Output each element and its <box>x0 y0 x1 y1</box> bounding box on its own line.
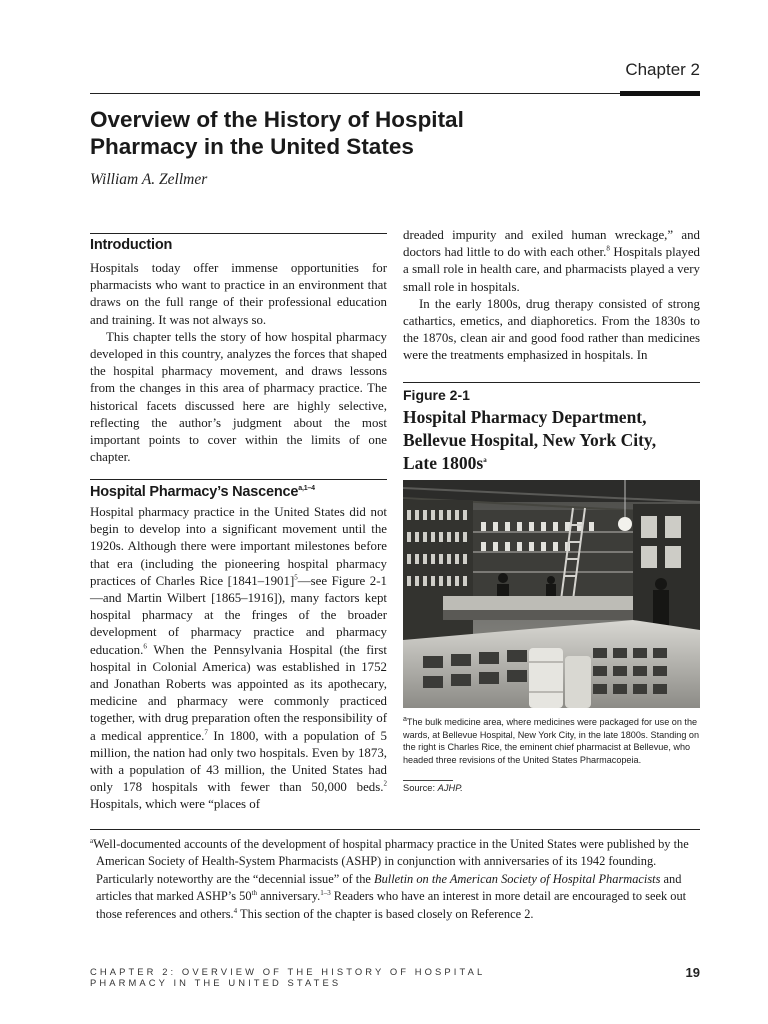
author-name: William A. Zellmer <box>90 171 208 188</box>
nascence-heading <box>90 484 387 500</box>
introduction-rule <box>90 233 387 234</box>
nascence-body <box>90 504 387 814</box>
nascence-rule <box>90 479 387 480</box>
figure-label: Figure 2-1 <box>403 387 470 403</box>
nascence-text-e: Hospitals, which were “places of <box>90 797 261 812</box>
footnote-rule <box>90 829 700 830</box>
continued-ref-8: 8 <box>606 244 610 253</box>
source-rule <box>403 780 453 781</box>
running-head <box>90 966 610 988</box>
top-rule-accent <box>620 91 700 96</box>
continued-text-b: Hospitals played a small role in health care, and pharmacists played a very small role in hospitals. <box>403 245 700 294</box>
introduction-paragraph-2: This chapter tells the story of how hospital pharmacy developed in this country, analyzes the forces that shaped the hospital pharmacy movement, and draws lessons from the changes in this area of pharmacy practice. The historical facets discussed here are highly selective, reflecting the author’s judgment about the most important points to cover within the limits of one chapter. <box>90 329 387 465</box>
right-column-body <box>403 227 700 365</box>
figure-title <box>403 406 700 475</box>
figure-rule <box>403 382 700 383</box>
continued-paragraph-2: In the early 1800s, drug therapy consisted of strong cathartics, emetics, and diaphoretics. From the 1830s to the 1870s, clean air and good food rather than medicines were the treatments emphasized in hospitals. In <box>403 296 700 363</box>
nascence-ref-5: 5 <box>294 573 298 582</box>
nascence-text-a: Hospital pharmacy practice in the United States did not begin to develop into a significant movement until the 1920s. Although there were important milestones before that era (including the pioneering hospital pharmacy practices of Charles Rice [1841–1901] <box>90 505 387 588</box>
figure-source <box>403 783 463 793</box>
running-head-line-2: PHARMACY IN THE UNITED STATES <box>90 977 342 988</box>
continued-paragraph-1 <box>403 227 700 296</box>
figure-title-line-2: Bellevue Hospital, New York City, <box>403 430 657 450</box>
caption-note-marker: a <box>403 715 407 723</box>
footnote-journal-title: Bulletin on the American Society of Hospital Pharmacists <box>374 871 661 886</box>
pharmacy-photo <box>403 480 700 708</box>
source-value: AJHP. <box>437 783 463 793</box>
page-number: 19 <box>685 965 700 980</box>
figure-title-line-3-text: Late 1800s <box>403 453 484 473</box>
nascence-heading-text: Hospital Pharmacy’s Nascence <box>90 484 299 500</box>
nascence-heading-refs: a,1–4 <box>298 485 315 493</box>
nascence-ref-2: 2 <box>383 779 387 788</box>
nascence-ref-7: 7 <box>204 728 208 737</box>
footnote <box>90 836 700 923</box>
introduction-paragraph-1: Hospitals today offer immense opportunities for pharmacists who want to practice in an environment that draws on the full range of their professional education and training. It was not always so. <box>90 261 387 327</box>
footnote-text-e: This section of the chapter is based closely on Reference 2. <box>237 906 534 921</box>
nascence-ref-6: 6 <box>143 642 147 651</box>
footnote-ref-4: 4 <box>233 906 238 915</box>
figure-title-line-1: Hospital Pharmacy Department, <box>403 407 647 427</box>
chapter-label: Chapter 2 <box>625 60 700 79</box>
introduction-heading: Introduction <box>90 237 173 253</box>
continued-text-a: dreaded impurity and exiled human wreckage,” and doctors had little to do with each other. <box>403 228 700 260</box>
nascence-text-c: When the Pennsylvania Hospital (the first hospital in Colonial America) was established in 1752 and Jonathan Roberts was appointed as its apothecary, medicine and pharmacy were commonly practiced together, with drug preparation often the responsibility of a medical apprentice. <box>90 642 387 743</box>
footnote-refs-1-3: 1–3 <box>320 889 331 898</box>
introduction-body <box>90 260 387 466</box>
source-label: Source: <box>403 783 438 793</box>
title-line-2: Pharmacy in the United States <box>90 134 414 159</box>
running-head-line-1: CHAPTER 2: OVERVIEW OF THE HISTORY OF HOSPITAL <box>90 966 486 977</box>
nascence-text-d: In 1800, with a population of 5 million, the nation had only two hospitals. Even by 1873, with a population of 43 million, the United States had only 178 hospitals with fewer than 50,000 beds. <box>90 728 387 795</box>
figure-title-note-marker: a <box>483 456 487 465</box>
footnote-text-a: Well-documented accounts of the development of hospital pharmacy practice in the United States were published by the American Society of Health-System Pharmacists (ASHP) in conjunction with anniversaries of its 1942 founding. Particularly noteworthy are the “decennial issue” of the <box>93 837 689 886</box>
footnote-text-b: and articles that marked ASHP’s 50 <box>96 871 682 904</box>
footnote-text-c: anniversary. <box>257 889 321 904</box>
page-title <box>90 106 610 160</box>
footnote-text-d: Readers who have an interest in more detail are encouraged to seek out those references and others. <box>96 889 687 921</box>
nascence-text-b: —see Figure 2-1—and Martin Wilbert [1865–1916]), many factors kept hospital pharmacy at the fringes of the broader development of pharmacy practice and pharmacy education. <box>90 573 387 657</box>
footnote-sup-th: th <box>251 889 258 898</box>
footnote-marker: a <box>90 836 94 845</box>
figure-title-line-3 <box>403 452 700 475</box>
figure-caption <box>403 716 700 766</box>
top-rule <box>90 93 700 94</box>
nascence-paragraph-1 <box>90 504 387 814</box>
caption-text: The bulk medicine area, where medicines were packaged for use on the wards, at Bellevue Hospital, New York City, in the late 1800s. Standing on the right is Charles Rice, the eminent chief pharmacist at Bellevue, who headed three revisions of the United States Pharmacopeia. <box>403 717 700 765</box>
title-line-1: Overview of the History of Hospital <box>90 107 464 132</box>
